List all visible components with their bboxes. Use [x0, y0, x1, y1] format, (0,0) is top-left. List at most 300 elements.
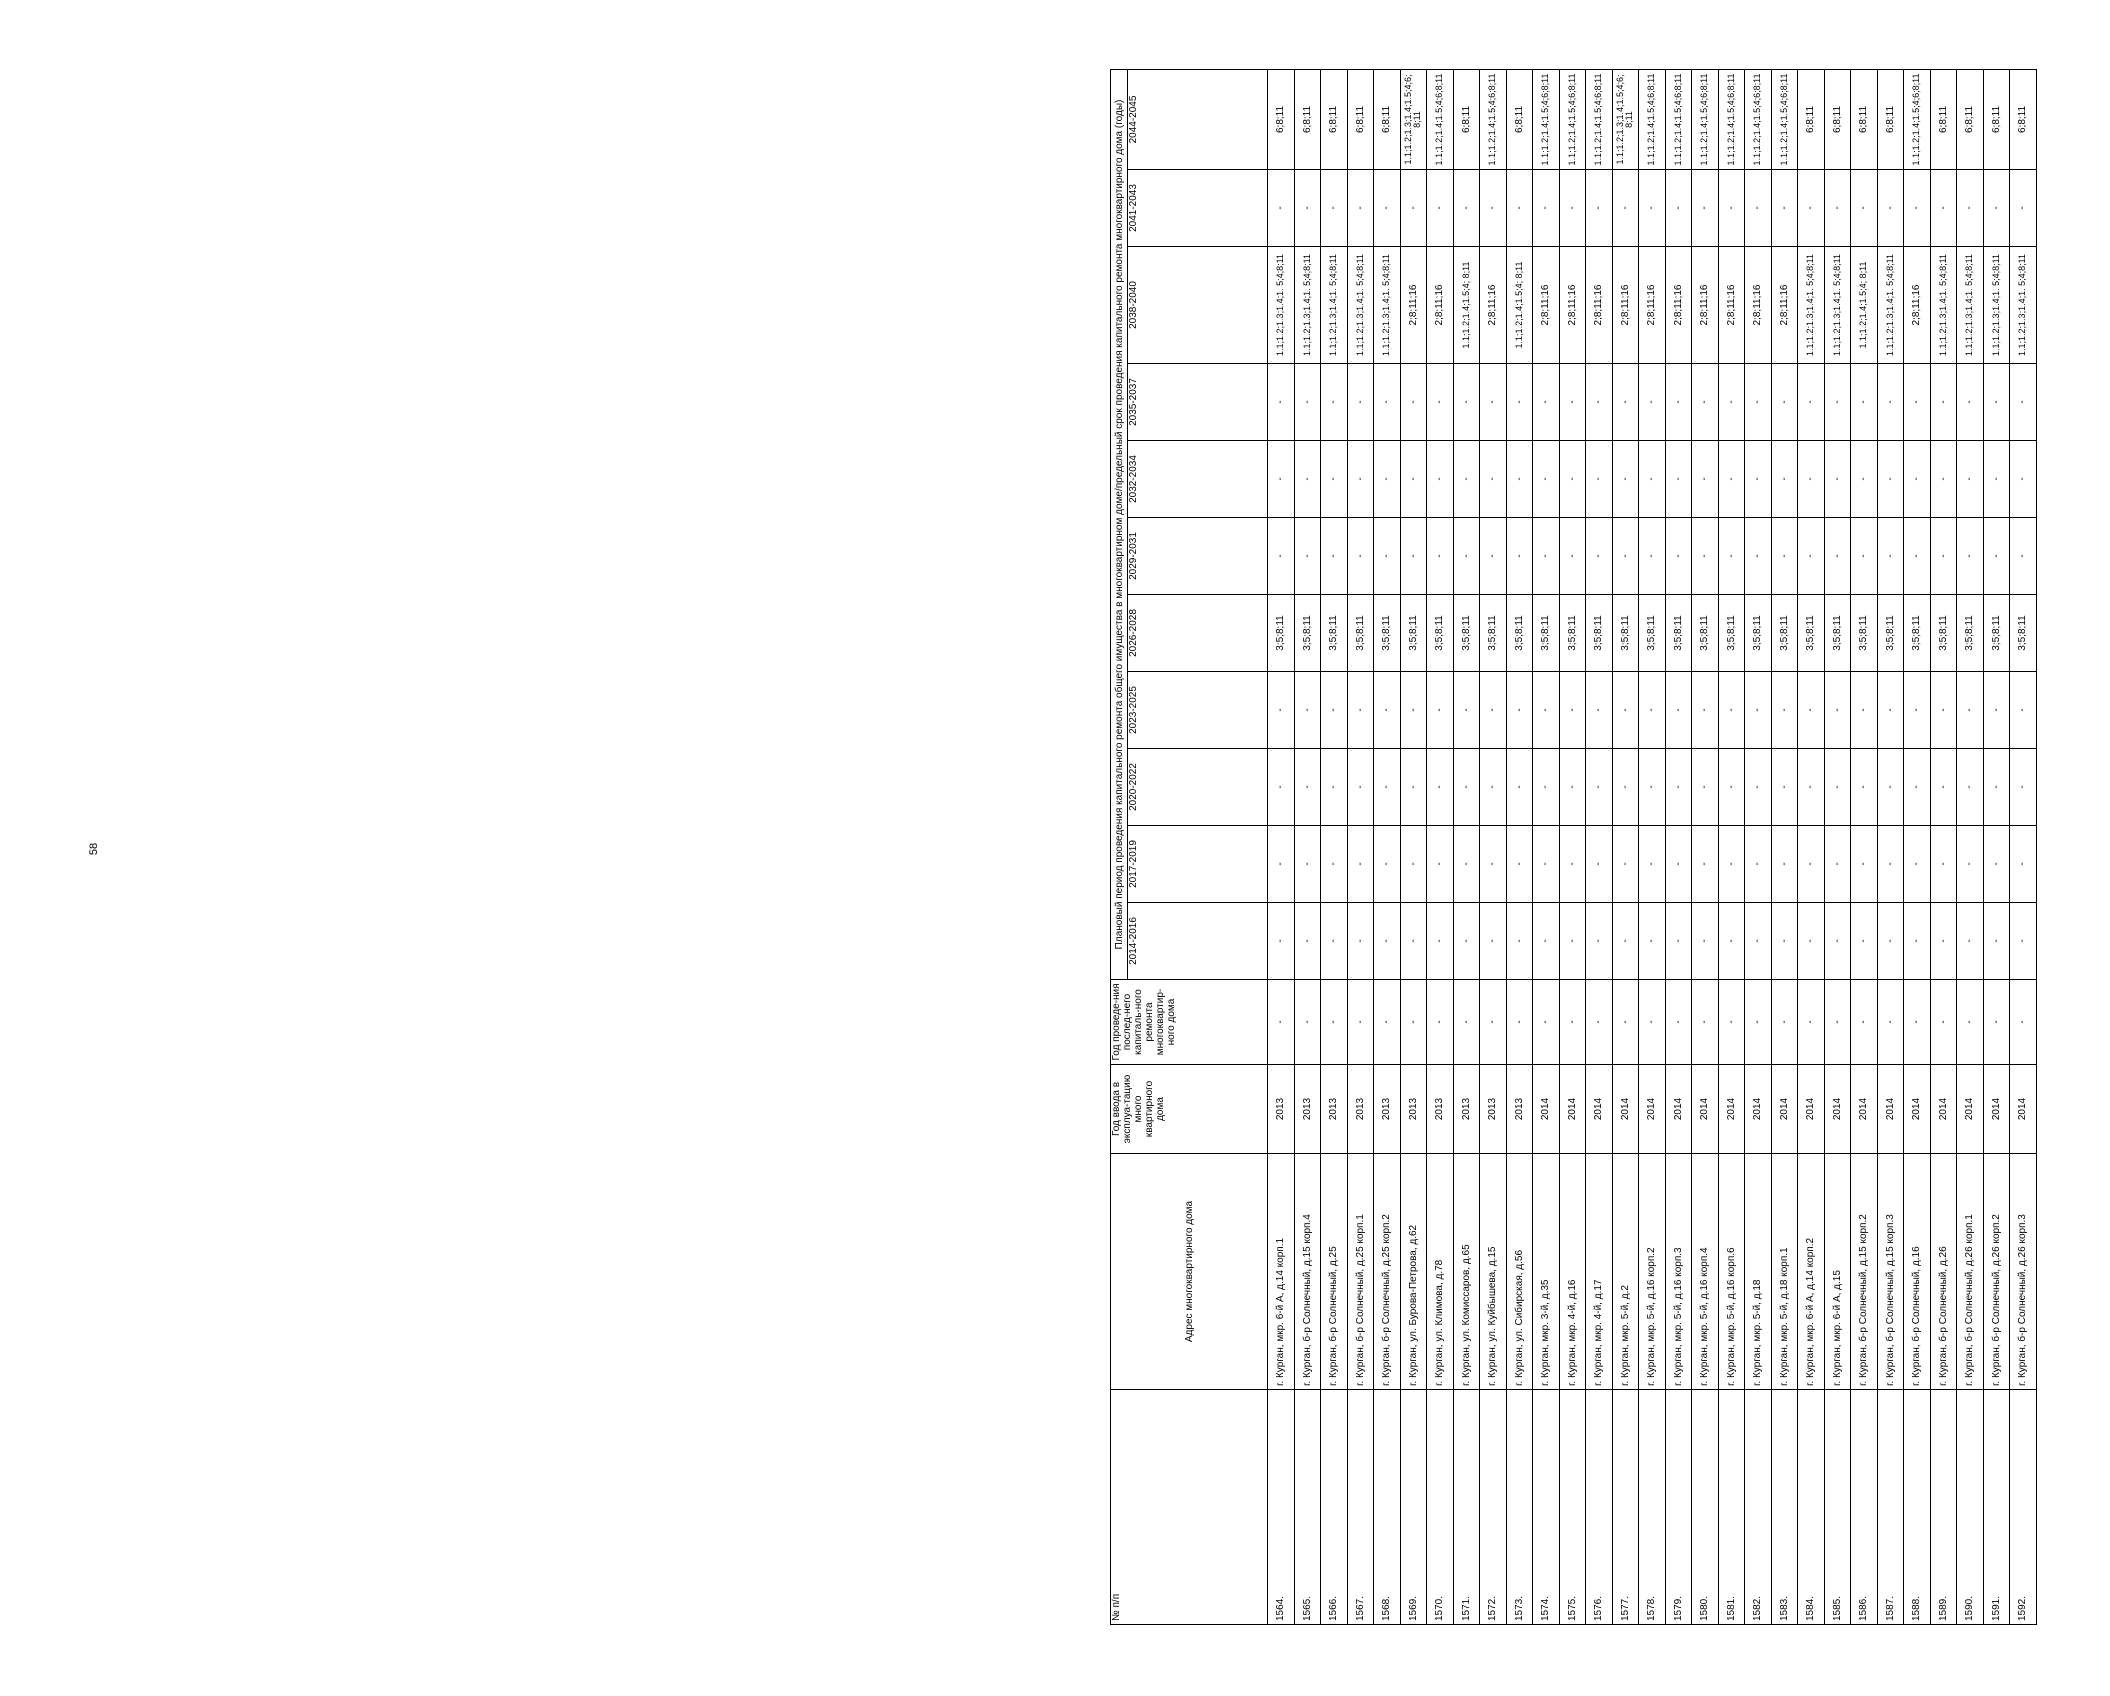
row-year-built: 2014 — [1851, 1065, 1878, 1154]
row-period-2017-2019: - — [1506, 826, 1533, 903]
row-period-2017-2019: - — [1533, 826, 1560, 903]
row-period-2029-2031: - — [1453, 518, 1480, 595]
header-last-repair: Год проведе-ния послед-него капиталь-ного ремонта многоквартир-ного дома — [1111, 980, 1268, 1065]
row-period-2041-2043: - — [1612, 170, 1639, 247]
row-period-2044-2045: 6;8;11 — [1453, 69, 1480, 169]
header-period-2026-2028: 2026-2028 — [1128, 595, 1268, 672]
row-period-2014-2016: - — [1294, 903, 1321, 980]
row-period-2023-2025: - — [1904, 672, 1931, 749]
row-period-2044-2045: 1.1;1.2;1.4;1.5;4;6;8;11 — [1639, 69, 1666, 169]
row-period-2044-2045: 1.1;1.2;1.4;1.5;4;6;8;11 — [1692, 69, 1719, 169]
row-period-2020-2022: - — [1586, 749, 1613, 826]
row-period-2038-2040: 1.1;1.2;1.3;1.4;1. 5;4;8;11 — [1824, 247, 1851, 364]
row-period-2026-2028: 3;5;8;11 — [1506, 595, 1533, 672]
row-period-2035-2037: - — [1427, 364, 1454, 441]
row-number: 1589. — [1930, 1390, 1957, 1625]
row-address: г. Курган, мкр. 5-й, д.16 корп.3 — [1665, 1154, 1692, 1390]
row-period-2044-2045: 6;8;11 — [1374, 69, 1401, 169]
row-period-2017-2019: - — [1771, 826, 1798, 903]
row-period-2038-2040: 1.1;1.2;1.3;1.4;1. 5;4;8;11 — [1374, 247, 1401, 364]
table-row — [1745, 69, 1772, 1624]
table-row — [1506, 69, 1533, 1624]
row-number: 1581. — [1718, 1390, 1745, 1625]
table-row — [1718, 69, 1745, 1624]
row-address: г. Курган, мкр. 4-й, д.17 — [1586, 1154, 1613, 1390]
row-period-2035-2037: - — [1506, 364, 1533, 441]
row-period-2020-2022: - — [1400, 749, 1427, 826]
row-last-repair: - — [1612, 980, 1639, 1065]
row-period-2038-2040: 1.1;1.2;1.3;1.4;1. 5;4;8;11 — [1347, 247, 1374, 364]
row-number: 1578. — [1639, 1390, 1666, 1625]
rotated-table-frame — [1110, 70, 2110, 1625]
row-period-2032-2034: - — [1983, 441, 2010, 518]
row-period-2041-2043: - — [2010, 170, 2037, 247]
header-period-2029-2031: 2029-2031 — [1128, 518, 1268, 595]
row-period-2023-2025: - — [1745, 672, 1772, 749]
row-period-2044-2045: 6;8;11 — [1957, 69, 1984, 169]
row-period-2026-2028: 3;5;8;11 — [1718, 595, 1745, 672]
row-period-2023-2025: - — [1824, 672, 1851, 749]
row-period-2035-2037: - — [1453, 364, 1480, 441]
row-period-2026-2028: 3;5;8;11 — [1321, 595, 1348, 672]
row-period-2020-2022: - — [1321, 749, 1348, 826]
row-address: г. Курган, б-р Солнечный, д.16 — [1904, 1154, 1931, 1390]
row-year-built: 2013 — [1480, 1065, 1507, 1154]
table-row — [1771, 69, 1798, 1624]
row-address: г. Курган, мкр. 5-й, д.16 корп.2 — [1639, 1154, 1666, 1390]
row-period-2023-2025: - — [1771, 672, 1798, 749]
row-period-2044-2045: 6;8;11 — [1851, 69, 1878, 169]
row-period-2035-2037: - — [1957, 364, 1984, 441]
row-period-2026-2028: 3;5;8;11 — [1559, 595, 1586, 672]
row-period-2014-2016: - — [1586, 903, 1613, 980]
row-period-2029-2031: - — [1612, 518, 1639, 595]
row-period-2014-2016: - — [1930, 903, 1957, 980]
row-period-2020-2022: - — [1957, 749, 1984, 826]
row-period-2032-2034: - — [2010, 441, 2037, 518]
table-row — [1798, 69, 1825, 1624]
row-period-2035-2037: - — [1930, 364, 1957, 441]
row-period-2014-2016: - — [1639, 903, 1666, 980]
row-period-2029-2031: - — [1851, 518, 1878, 595]
row-address: г. Курган, мкр. 5-й, д.18 корп.1 — [1771, 1154, 1798, 1390]
row-period-2017-2019: - — [1824, 826, 1851, 903]
row-year-built: 2014 — [1957, 1065, 1984, 1154]
row-period-2020-2022: - — [1824, 749, 1851, 826]
row-number: 1587. — [1877, 1390, 1904, 1625]
row-period-2020-2022: - — [1877, 749, 1904, 826]
row-number: 1571. — [1453, 1390, 1480, 1625]
header-period-2035-2037: 2035-2037 — [1128, 364, 1268, 441]
row-period-2014-2016: - — [1400, 903, 1427, 980]
row-period-2029-2031: - — [1374, 518, 1401, 595]
header-period-2014-2016: 2014-2016 — [1128, 903, 1268, 980]
row-period-2032-2034: - — [1824, 441, 1851, 518]
row-period-2014-2016: - — [1851, 903, 1878, 980]
row-period-2029-2031: - — [1877, 518, 1904, 595]
row-period-2035-2037: - — [1665, 364, 1692, 441]
row-period-2023-2025: - — [1851, 672, 1878, 749]
row-period-2020-2022: - — [1692, 749, 1719, 826]
row-period-2035-2037: - — [1480, 364, 1507, 441]
row-period-2023-2025: - — [1798, 672, 1825, 749]
row-period-2017-2019: - — [1347, 826, 1374, 903]
row-period-2044-2045: 6;8;11 — [1930, 69, 1957, 169]
row-number: 1567. — [1347, 1390, 1374, 1625]
table-row — [1294, 69, 1321, 1624]
row-period-2026-2028: 3;5;8;11 — [1930, 595, 1957, 672]
row-period-2032-2034: - — [1612, 441, 1639, 518]
table-row — [2010, 69, 2037, 1624]
row-period-2023-2025: - — [1268, 672, 1295, 749]
row-period-2023-2025: - — [1983, 672, 2010, 749]
row-period-2023-2025: - — [1321, 672, 1348, 749]
row-number: 1580. — [1692, 1390, 1719, 1625]
row-period-2014-2016: - — [1480, 903, 1507, 980]
row-last-repair: - — [1427, 980, 1454, 1065]
row-period-2038-2040: 1.1;1.2;1.3;1.4;1. 5;4;8;11 — [1930, 247, 1957, 364]
row-period-2038-2040: 1.1;1.2;1.4;1.5;4; 8;11 — [1453, 247, 1480, 364]
row-period-2044-2045: 1.1;1.2;1.4;1.5;4;6;8;11 — [1665, 69, 1692, 169]
row-period-2044-2045: 1.1;1.2;1.4;1.5;4;6;8;11 — [1480, 69, 1507, 169]
row-period-2044-2045: 6;8;11 — [1824, 69, 1851, 169]
row-year-built: 2013 — [1347, 1065, 1374, 1154]
row-period-2038-2040: 2;8;11;16 — [1612, 247, 1639, 364]
header-address: Адрес многоквартирного дома — [1111, 1154, 1268, 1390]
row-period-2026-2028: 3;5;8;11 — [1586, 595, 1613, 672]
row-period-2014-2016: - — [1824, 903, 1851, 980]
row-period-2026-2028: 3;5;8;11 — [1294, 595, 1321, 672]
row-period-2032-2034: - — [1559, 441, 1586, 518]
table-row — [1665, 69, 1692, 1624]
row-period-2029-2031: - — [1347, 518, 1374, 595]
row-period-2020-2022: - — [1268, 749, 1295, 826]
row-period-2038-2040: 2;8;11;16 — [1400, 247, 1427, 364]
row-period-2014-2016: - — [1533, 903, 1560, 980]
row-period-2020-2022: - — [1639, 749, 1666, 826]
row-period-2029-2031: - — [1400, 518, 1427, 595]
table-row — [1983, 69, 2010, 1624]
row-period-2032-2034: - — [1639, 441, 1666, 518]
table-row — [1957, 69, 1984, 1624]
row-period-2017-2019: - — [1957, 826, 1984, 903]
row-address: г. Курган, б-р Солнечный, д.15 корп.3 — [1877, 1154, 1904, 1390]
row-address: г. Курган, мкр. 5-й, д.18 — [1745, 1154, 1772, 1390]
row-period-2029-2031: - — [1480, 518, 1507, 595]
row-period-2041-2043: - — [1904, 170, 1931, 247]
row-period-2035-2037: - — [1745, 364, 1772, 441]
row-period-2020-2022: - — [1427, 749, 1454, 826]
row-period-2044-2045: 1.1;1.2;1.4;1.5;4;6;8;11 — [1586, 69, 1613, 169]
row-period-2014-2016: - — [1506, 903, 1533, 980]
row-period-2035-2037: - — [1559, 364, 1586, 441]
row-period-2044-2045: 1.1;1.2;1.3;1.4;1.5;4;6; 8;11 — [1400, 69, 1427, 169]
row-period-2044-2045: 1.1;1.2;1.4;1.5;4;6;8;11 — [1559, 69, 1586, 169]
row-period-2017-2019: - — [1851, 826, 1878, 903]
row-period-2032-2034: - — [1533, 441, 1560, 518]
row-period-2044-2045: 6;8;11 — [2010, 69, 2037, 169]
row-period-2017-2019: - — [1480, 826, 1507, 903]
row-period-2029-2031: - — [1904, 518, 1931, 595]
row-number: 1574. — [1533, 1390, 1560, 1625]
row-period-2035-2037: - — [1851, 364, 1878, 441]
row-period-2029-2031: - — [1268, 518, 1295, 595]
row-period-2038-2040: 2;8;11;16 — [1639, 247, 1666, 364]
row-period-2020-2022: - — [1798, 749, 1825, 826]
row-address: г. Курган, мкр. 5-й, д.2 — [1612, 1154, 1639, 1390]
row-period-2035-2037: - — [1586, 364, 1613, 441]
row-period-2044-2045: 1.1;1.2;1.4;1.5;4;6;8;11 — [1745, 69, 1772, 169]
row-year-built: 2014 — [1904, 1065, 1931, 1154]
row-number: 1588. — [1904, 1390, 1931, 1625]
row-period-2020-2022: - — [1506, 749, 1533, 826]
row-period-2026-2028: 3;5;8;11 — [1268, 595, 1295, 672]
row-number: 1568. — [1374, 1390, 1401, 1625]
row-period-2038-2040: 1.1;1.2;1.3;1.4;1. 5;4;8;11 — [1983, 247, 2010, 364]
row-period-2041-2043: - — [1506, 170, 1533, 247]
table-row — [1374, 69, 1401, 1624]
row-address: г. Курган, мкр. 4-й, д.16 — [1559, 1154, 1586, 1390]
row-period-2020-2022: - — [1851, 749, 1878, 826]
row-period-2041-2043: - — [1427, 170, 1454, 247]
row-last-repair: - — [1851, 980, 1878, 1065]
row-period-2026-2028: 3;5;8;11 — [1533, 595, 1560, 672]
row-period-2026-2028: 3;5;8;11 — [1665, 595, 1692, 672]
row-period-2041-2043: - — [1321, 170, 1348, 247]
row-period-2026-2028: 3;5;8;11 — [1427, 595, 1454, 672]
row-period-2041-2043: - — [1877, 170, 1904, 247]
row-address: г. Курган, мкр. 6-й А, д.14 корп.2 — [1798, 1154, 1825, 1390]
row-period-2026-2028: 3;5;8;11 — [1374, 595, 1401, 672]
header-period-2044-2045: 2044-2045 — [1128, 69, 1268, 169]
row-period-2023-2025: - — [1586, 672, 1613, 749]
row-period-2026-2028: 3;5;8;11 — [1480, 595, 1507, 672]
row-period-2044-2045: 6;8;11 — [1294, 69, 1321, 169]
row-period-2017-2019: - — [1904, 826, 1931, 903]
row-period-2035-2037: - — [1268, 364, 1295, 441]
row-period-2035-2037: - — [1798, 364, 1825, 441]
row-period-2041-2043: - — [1745, 170, 1772, 247]
row-period-2023-2025: - — [1957, 672, 1984, 749]
row-period-2014-2016: - — [1665, 903, 1692, 980]
row-period-2014-2016: - — [1745, 903, 1772, 980]
row-year-built: 2014 — [1771, 1065, 1798, 1154]
row-period-2017-2019: - — [1321, 826, 1348, 903]
row-period-2038-2040: 1.1;1.2;1.3;1.4;1. 5;4;8;11 — [1321, 247, 1348, 364]
row-period-2035-2037: - — [2010, 364, 2037, 441]
row-period-2032-2034: - — [1745, 441, 1772, 518]
row-period-2041-2043: - — [1718, 170, 1745, 247]
row-last-repair: - — [1400, 980, 1427, 1065]
row-period-2026-2028: 3;5;8;11 — [1692, 595, 1719, 672]
row-period-2014-2016: - — [1718, 903, 1745, 980]
row-period-2032-2034: - — [1294, 441, 1321, 518]
row-address: г. Курган, б-р Солнечный, д.15 корп.2 — [1851, 1154, 1878, 1390]
row-period-2032-2034: - — [1374, 441, 1401, 518]
row-period-2032-2034: - — [1692, 441, 1719, 518]
table-header — [1111, 69, 1268, 1624]
row-period-2035-2037: - — [1824, 364, 1851, 441]
row-period-2029-2031: - — [1930, 518, 1957, 595]
row-period-2038-2040: 1.1;1.2;1.3;1.4;1. 5;4;8;11 — [1268, 247, 1295, 364]
row-period-2017-2019: - — [1268, 826, 1295, 903]
row-year-built: 2013 — [1506, 1065, 1533, 1154]
row-address: г. Курган, ул. Бурова-Петрова, д.62 — [1400, 1154, 1427, 1390]
row-period-2026-2028: 3;5;8;11 — [1639, 595, 1666, 672]
row-period-2032-2034: - — [1480, 441, 1507, 518]
row-period-2038-2040: 1.1;1.2;1.3;1.4;1. 5;4;8;11 — [1798, 247, 1825, 364]
row-period-2026-2028: 3;5;8;11 — [1904, 595, 1931, 672]
table-row — [1824, 69, 1851, 1624]
row-last-repair: - — [1480, 980, 1507, 1065]
row-period-2029-2031: - — [1824, 518, 1851, 595]
table-body — [1268, 69, 2037, 1624]
table-row — [1559, 69, 1586, 1624]
row-period-2020-2022: - — [1665, 749, 1692, 826]
row-period-2035-2037: - — [1718, 364, 1745, 441]
row-address: г. Курган, б-р Солнечный, д.26 корп.2 — [1983, 1154, 2010, 1390]
row-number: 1592. — [2010, 1390, 2037, 1625]
row-period-2041-2043: - — [1453, 170, 1480, 247]
row-period-2032-2034: - — [1718, 441, 1745, 518]
row-address: г. Курган, мкр. 6-й А, д.14 корп.1 — [1268, 1154, 1295, 1390]
row-period-2023-2025: - — [1877, 672, 1904, 749]
row-period-2038-2040: 2;8;11;16 — [1718, 247, 1745, 364]
row-last-repair: - — [1453, 980, 1480, 1065]
row-period-2017-2019: - — [1745, 826, 1772, 903]
row-period-2014-2016: - — [1798, 903, 1825, 980]
row-period-2032-2034: - — [1957, 441, 1984, 518]
header-period-2020-2022: 2020-2022 — [1128, 749, 1268, 826]
row-period-2044-2045: 6;8;11 — [1506, 69, 1533, 169]
row-period-2014-2016: - — [1559, 903, 1586, 980]
row-number: 1586. — [1851, 1390, 1878, 1625]
row-period-2020-2022: - — [1904, 749, 1931, 826]
row-period-2020-2022: - — [1612, 749, 1639, 826]
row-period-2023-2025: - — [1533, 672, 1560, 749]
row-number: 1566. — [1321, 1390, 1348, 1625]
row-period-2032-2034: - — [1321, 441, 1348, 518]
row-address: г. Курган, б-р Солнечный, д.26 корп.3 — [2010, 1154, 2037, 1390]
row-period-2014-2016: - — [1983, 903, 2010, 980]
table-row — [1692, 69, 1719, 1624]
row-period-2038-2040: 2;8;11;16 — [1692, 247, 1719, 364]
row-year-built: 2013 — [1321, 1065, 1348, 1154]
row-number: 1569. — [1400, 1390, 1427, 1625]
row-year-built: 2013 — [1268, 1065, 1295, 1154]
row-period-2029-2031: - — [1745, 518, 1772, 595]
row-period-2038-2040: 2;8;11;16 — [1665, 247, 1692, 364]
row-period-2017-2019: - — [1930, 826, 1957, 903]
row-period-2014-2016: - — [1427, 903, 1454, 980]
row-period-2032-2034: - — [1400, 441, 1427, 518]
row-number: 1585. — [1824, 1390, 1851, 1625]
row-period-2029-2031: - — [2010, 518, 2037, 595]
row-period-2029-2031: - — [1639, 518, 1666, 595]
row-address: г. Курган, мкр. 3-й, д.35 — [1533, 1154, 1560, 1390]
row-period-2026-2028: 3;5;8;11 — [1877, 595, 1904, 672]
row-period-2041-2043: - — [1639, 170, 1666, 247]
row-period-2017-2019: - — [1586, 826, 1613, 903]
row-period-2023-2025: - — [1427, 672, 1454, 749]
row-year-built: 2014 — [1983, 1065, 2010, 1154]
table-row — [1480, 69, 1507, 1624]
row-period-2017-2019: - — [1639, 826, 1666, 903]
row-period-2023-2025: - — [1718, 672, 1745, 749]
row-period-2029-2031: - — [1692, 518, 1719, 595]
row-period-2035-2037: - — [1692, 364, 1719, 441]
row-address: г. Курган, мкр. 5-й, д.16 корп.6 — [1718, 1154, 1745, 1390]
row-last-repair: - — [1798, 980, 1825, 1065]
row-period-2041-2043: - — [1930, 170, 1957, 247]
row-period-2041-2043: - — [1294, 170, 1321, 247]
row-address: г. Курган, б-р Солнечный, д.25 — [1321, 1154, 1348, 1390]
row-period-2038-2040: 1.1;1.2;1.3;1.4;1. 5;4;8;11 — [1877, 247, 1904, 364]
row-number: 1584. — [1798, 1390, 1825, 1625]
row-period-2044-2045: 6;8;11 — [1347, 69, 1374, 169]
row-period-2044-2045: 6;8;11 — [1877, 69, 1904, 169]
row-last-repair: - — [2010, 980, 2037, 1065]
row-address: г. Курган, б-р Солнечный, д.15 корп.4 — [1294, 1154, 1321, 1390]
row-period-2035-2037: - — [1771, 364, 1798, 441]
row-period-2041-2043: - — [1347, 170, 1374, 247]
table-row — [1533, 69, 1560, 1624]
row-period-2041-2043: - — [1400, 170, 1427, 247]
row-period-2038-2040: 1.1;1.2;1.3;1.4;1. 5;4;8;11 — [1294, 247, 1321, 364]
row-period-2032-2034: - — [1506, 441, 1533, 518]
row-number: 1572. — [1480, 1390, 1507, 1625]
header-period-2017-2019: 2017-2019 — [1128, 826, 1268, 903]
row-period-2041-2043: - — [1957, 170, 1984, 247]
row-last-repair: - — [1824, 980, 1851, 1065]
row-period-2035-2037: - — [1294, 364, 1321, 441]
row-period-2035-2037: - — [1347, 364, 1374, 441]
row-period-2029-2031: - — [1665, 518, 1692, 595]
row-period-2014-2016: - — [1374, 903, 1401, 980]
row-number: 1573. — [1506, 1390, 1533, 1625]
row-period-2044-2045: 6;8;11 — [1321, 69, 1348, 169]
row-period-2035-2037: - — [1983, 364, 2010, 441]
row-period-2041-2043: - — [1798, 170, 1825, 247]
table-row — [1639, 69, 1666, 1624]
row-last-repair: - — [1983, 980, 2010, 1065]
row-period-2035-2037: - — [1639, 364, 1666, 441]
row-period-2041-2043: - — [1824, 170, 1851, 247]
row-period-2029-2031: - — [1533, 518, 1560, 595]
row-number: 1583. — [1771, 1390, 1798, 1625]
row-last-repair: - — [1771, 980, 1798, 1065]
row-year-built: 2013 — [1294, 1065, 1321, 1154]
row-period-2029-2031: - — [1321, 518, 1348, 595]
row-period-2035-2037: - — [1877, 364, 1904, 441]
row-year-built: 2013 — [1427, 1065, 1454, 1154]
row-period-2020-2022: - — [1983, 749, 2010, 826]
row-number: 1591. — [1983, 1390, 2010, 1625]
row-last-repair: - — [1718, 980, 1745, 1065]
table-row — [1321, 69, 1348, 1624]
row-period-2023-2025: - — [1453, 672, 1480, 749]
row-period-2032-2034: - — [1665, 441, 1692, 518]
row-period-2020-2022: - — [1453, 749, 1480, 826]
table-row — [1930, 69, 1957, 1624]
row-period-2032-2034: - — [1877, 441, 1904, 518]
row-period-2044-2045: 1.1;1.2;1.4;1.5;4;6;8;11 — [1904, 69, 1931, 169]
row-period-2029-2031: - — [1718, 518, 1745, 595]
row-period-2026-2028: 3;5;8;11 — [1400, 595, 1427, 672]
row-period-2023-2025: - — [1930, 672, 1957, 749]
row-period-2023-2025: - — [1480, 672, 1507, 749]
row-year-built: 2014 — [1877, 1065, 1904, 1154]
